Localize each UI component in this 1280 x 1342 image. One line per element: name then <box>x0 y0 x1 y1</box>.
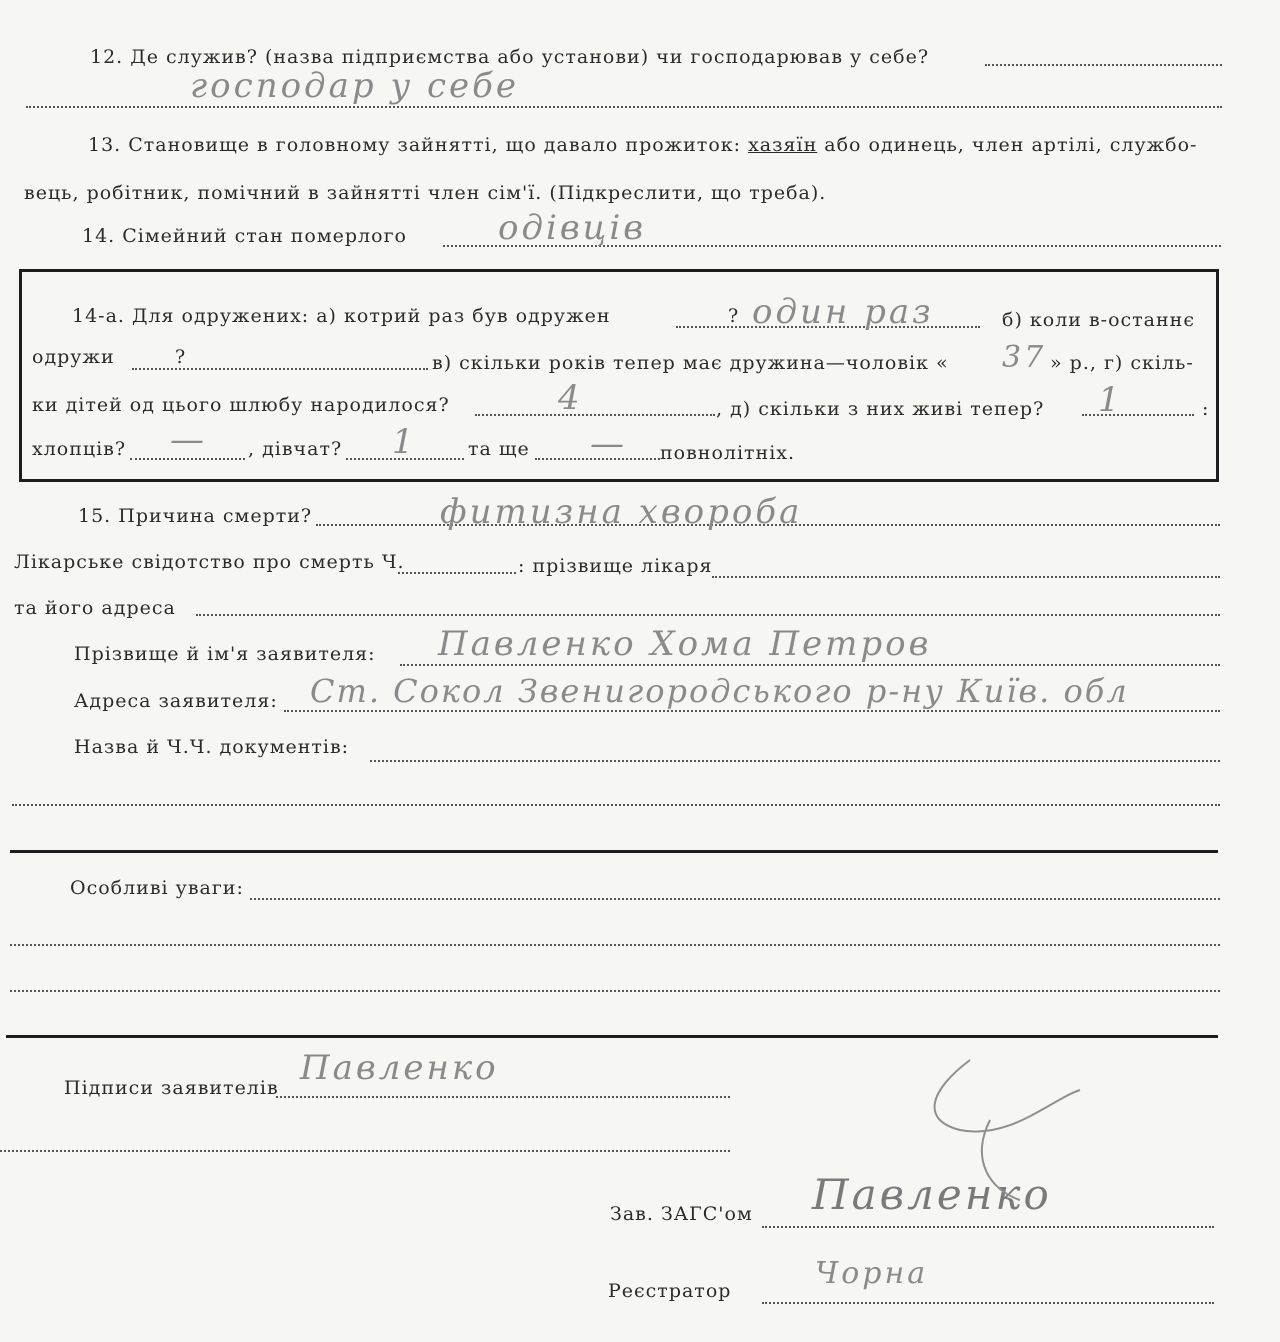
documents-label: Назва й Ч.Ч. документів: <box>74 736 350 758</box>
medical-label-c: та його адреса <box>14 597 176 619</box>
registrar-label: Реєстратор <box>608 1280 732 1302</box>
q14a-qmark-1: ? <box>728 305 740 327</box>
q14-answer: одівців <box>498 208 647 248</box>
q14a-ans-children: 4 <box>558 378 583 418</box>
q12-dotted-line-2 <box>26 106 1222 108</box>
q12-answer: господар у себе <box>190 66 520 106</box>
q14a-ans-times: один раз <box>752 292 934 332</box>
remarks-dots-2 <box>10 944 1220 946</box>
applicant-address-dots <box>284 710 1220 712</box>
doctor-name-dots <box>712 576 1220 578</box>
head-registry-label: Зав. ЗАГС'ом <box>610 1203 753 1225</box>
divider-1 <box>10 850 1218 853</box>
q13-line-1 <box>88 134 1197 156</box>
q14a-ans-sons: — <box>170 420 207 460</box>
applicant-signature-label: Підписи заявителів <box>64 1077 279 1099</box>
applicant-signature: Павленко <box>300 1048 499 1088</box>
q14a-ans-spouse-age: 37 <box>1002 340 1047 375</box>
registrar-signature: Чорна <box>815 1256 929 1291</box>
q13-prefix: 13. Становище в головному зайнятті, що давало прожиток: <box>88 134 742 156</box>
q14a-line-4d: повнолітніх. <box>660 442 796 464</box>
divider-2 <box>6 1035 1218 1038</box>
q14a-dots-3 <box>475 414 715 416</box>
documents-dots-1 <box>370 760 1220 762</box>
q14a-line-2b: в) скільки років тепер має дружина—чоловік « <box>432 352 949 374</box>
q14a-line-3b: , д) скільки з них живі тепер? <box>716 398 1045 420</box>
head-registry-dots <box>762 1226 1214 1228</box>
applicant-name-dots <box>400 664 1220 666</box>
head-registry-signature: Павленко <box>812 1170 1052 1219</box>
q14-label: 14. Сімейний стан померлого <box>82 225 407 247</box>
registrar-dots <box>762 1302 1214 1304</box>
applicant-signature-dots-1 <box>276 1096 730 1098</box>
q14a-ans-alive: 1 <box>1098 380 1123 420</box>
remarks-dots-1 <box>250 898 1220 900</box>
q15-answer: фитизна хвороба <box>440 492 803 532</box>
medical-label-b: : прізвище лікаря <box>518 555 713 577</box>
q14a-line-1b: б) коли в-останнє <box>1002 309 1195 331</box>
documents-dots-2 <box>12 804 1220 806</box>
medical-number-dots <box>398 572 516 574</box>
applicant-address-label: Адреса заявителя: <box>74 690 278 712</box>
remarks-dots-3 <box>10 990 1220 992</box>
applicant-name-label: Прізвище й ім'я заявителя: <box>74 643 376 665</box>
q14a-line-3a: ки дітей од цього шлюбу народилося? <box>32 394 450 416</box>
q14a-line-2a: одружи <box>32 346 115 368</box>
medical-label-a: Лікарське свідотство про смерть Ч. <box>14 551 405 573</box>
q14a-line-1a: 14-а. Для одружених: а) котрий раз був одружен <box>72 305 611 327</box>
q14a-qmark-2: ? <box>175 346 187 368</box>
q14a-line-2c: » р., г) скіль- <box>1050 352 1194 374</box>
remarks-label: Особливі уваги: <box>70 877 244 899</box>
q14a-line-4a: хлопців? <box>32 438 127 460</box>
applicant-name-value: Павленко Хома Петров <box>438 624 932 664</box>
q12-dotted-line-1 <box>985 64 1222 66</box>
q14a-ans-adults: — <box>590 424 627 464</box>
signature-flourish <box>900 1050 1100 1220</box>
q14a-line-4b: , дівчат? <box>248 438 343 460</box>
q15-label: 15. Причина смерти? <box>78 505 313 527</box>
q13-line-2: вець, робітник, помічний в зайнятті член сім'ї. (Підкреслити, що треба). <box>24 182 827 204</box>
q14a-colon: : <box>1202 398 1210 420</box>
q12-label: 12. Де служив? (назва підприємства або установи) чи господарював у себе? <box>90 46 930 68</box>
q14a-line-4c: та ще <box>468 438 530 460</box>
q13-suffix: або одинець, член артілі, службо- <box>824 134 1198 156</box>
applicant-address-value: Ст. Сокол Звенигородського р-ну Київ. обл <box>310 672 1129 710</box>
q14a-ans-daughters: 1 <box>392 422 417 462</box>
q13-underlined-choice: хазяїн <box>748 134 818 156</box>
doctor-address-dots <box>196 614 1220 616</box>
applicant-signature-dots-2 <box>0 1150 730 1152</box>
q14a-dots-2 <box>132 368 428 370</box>
